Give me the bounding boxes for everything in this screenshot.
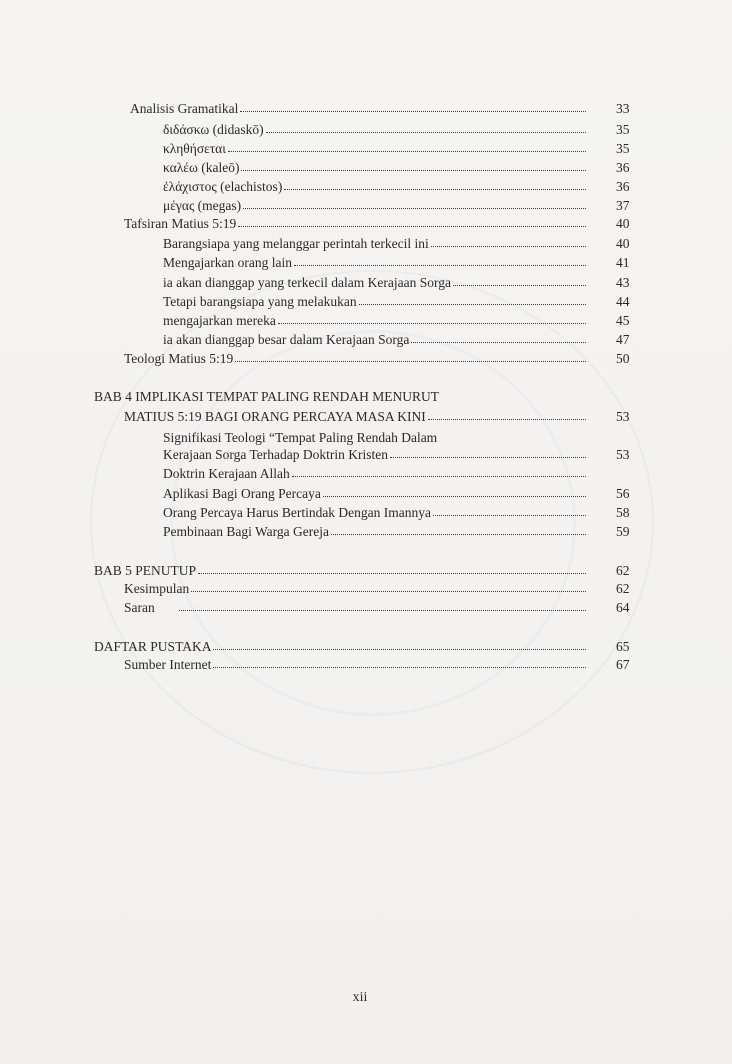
- toc-entry-label: Mengajarkan orang lain: [163, 255, 292, 270]
- toc-entry-label: Kerajaan Sorga Terhadap Doktrin Kristen: [163, 447, 388, 462]
- toc-entry-page: 36: [616, 179, 630, 194]
- toc-entry-page: 64: [616, 600, 630, 615]
- toc-entry-page: 53: [616, 447, 630, 462]
- toc-entry-label: mengajarkan mereka: [163, 313, 276, 328]
- leader-dots: [241, 159, 586, 171]
- toc-entry-page: 45: [616, 313, 630, 328]
- leader-dots: [228, 140, 586, 152]
- toc-entry-page: 62: [616, 581, 630, 596]
- toc-entry-label: Pembinaan Bagi Warga Gereja: [163, 524, 329, 539]
- toc-entry: [163, 465, 588, 483]
- toc-entry-page: 47: [616, 332, 630, 347]
- toc-entry-page: 43: [616, 275, 630, 290]
- toc-entry-page: 33: [616, 101, 630, 116]
- leader-dots: [453, 274, 586, 286]
- toc-entry: [124, 656, 588, 674]
- toc-entry: [163, 159, 588, 177]
- toc-entry: [163, 197, 588, 215]
- toc-entry-label: Doktrin Kerajaan Allah: [163, 466, 290, 481]
- toc-entry: [130, 100, 588, 118]
- toc-entry: [163, 504, 588, 522]
- toc-entry-page: 44: [616, 294, 630, 309]
- toc-entry-page: 37: [616, 198, 630, 213]
- toc-entry-label: Sumber Internet: [124, 657, 212, 672]
- toc-entry: [163, 312, 588, 330]
- toc-entry: [163, 523, 588, 541]
- toc-entry-label: κληθήσεται: [163, 141, 226, 156]
- toc-entry-page: 56: [616, 486, 630, 501]
- toc-entry-label: Saran: [124, 600, 155, 615]
- toc-entry-page: 58: [616, 505, 630, 520]
- leader-dots: [278, 312, 586, 324]
- toc-entry: [163, 485, 588, 503]
- toc-entry: [163, 331, 588, 349]
- leader-dots: [292, 465, 586, 477]
- toc-entry: [124, 350, 588, 368]
- leader-dots: [266, 121, 586, 133]
- leader-dots: [294, 254, 586, 266]
- leader-dots: [390, 446, 586, 458]
- toc-entry: [163, 178, 588, 196]
- toc-entry-label: διδάσκω (didaskō): [163, 122, 264, 137]
- leader-dots: [243, 197, 586, 209]
- toc-entry: [163, 140, 588, 158]
- toc-entry-label: Orang Percaya Harus Bertindak Dengan Imannya: [163, 505, 432, 520]
- leader-dots: [238, 215, 586, 227]
- toc-entry-label: Signifikasi Teologi “Tempat Paling Rendah Dalam: [163, 430, 438, 445]
- toc-entry: [124, 215, 588, 233]
- toc-entry: [124, 580, 588, 598]
- leader-dots: [198, 562, 586, 574]
- toc-entry-page: 50: [616, 351, 630, 366]
- chapter-heading: BAB 5 PENUTUP: [94, 563, 197, 578]
- toc-entry: [124, 599, 588, 617]
- toc-entry-page: 35: [616, 122, 630, 137]
- toc-entry-page: 67: [616, 657, 630, 672]
- toc-entry-page: 40: [616, 236, 630, 251]
- toc-entry-page: 62: [616, 563, 630, 578]
- leader-dots: [213, 656, 586, 668]
- page-number: xii: [352, 990, 368, 1005]
- toc-entry-label: ia akan dianggap yang terkecil dalam Kerajaan Sorga: [163, 275, 452, 290]
- toc-entry-page: 41: [616, 255, 630, 270]
- toc-entry: [163, 293, 588, 311]
- toc-entry-label: Tafsiran Matius 5:19: [124, 216, 237, 231]
- toc-entry-label: Analisis Gramatikal: [130, 101, 239, 116]
- toc-entry-label: μέγας (megas): [163, 198, 242, 213]
- toc-entry: [94, 562, 588, 580]
- leader-dots: [331, 523, 586, 535]
- leader-dots: [428, 408, 586, 420]
- toc-entry-page: 35: [616, 141, 630, 156]
- toc-entry-page: 53: [616, 409, 630, 424]
- toc-entry-page: 36: [616, 160, 630, 175]
- toc-entry: [163, 235, 588, 253]
- leader-dots: [411, 331, 586, 343]
- toc-entry-label: ia akan dianggap besar dalam Kerajaan Sorga: [163, 332, 410, 347]
- leader-dots: [240, 100, 586, 112]
- leader-dots: [179, 599, 586, 611]
- toc-entry: [124, 408, 588, 426]
- leader-dots: [284, 178, 586, 190]
- toc-entry-page: 40: [616, 216, 630, 231]
- leader-dots: [359, 293, 586, 305]
- leader-dots: [213, 638, 586, 650]
- leader-dots: [433, 504, 586, 516]
- toc-entry-page: 59: [616, 524, 630, 539]
- toc-entry: [94, 638, 588, 656]
- toc-entry-label: Tetapi barangsiapa yang melakukan: [163, 294, 357, 309]
- chapter-heading: BAB 4 IMPLIKASI TEMPAT PALING RENDAH MENURUT: [94, 389, 440, 404]
- toc-entry: [163, 446, 588, 464]
- toc-entry-page: 65: [616, 639, 630, 654]
- toc-entry: [163, 121, 588, 139]
- leader-dots: [235, 350, 586, 362]
- toc-entry-label: Teologi Matius 5:19: [124, 351, 234, 366]
- toc-entry-label: MATIUS 5:19 BAGI ORANG PERCAYA MASA KINI: [124, 409, 426, 424]
- toc-entry: [163, 274, 588, 292]
- toc-entry-label: Barangsiapa yang melanggar perintah terkecil ini: [163, 236, 429, 251]
- leader-dots: [431, 235, 586, 247]
- toc-entry: [163, 254, 588, 272]
- toc-entry-label: καλέω (kaleō): [163, 160, 240, 175]
- leader-dots: [191, 580, 586, 592]
- leader-dots: [323, 485, 586, 497]
- toc-entry-label: Kesimpulan: [124, 581, 190, 596]
- toc-entry-label: ἐλάχιστος (elachistos): [163, 179, 283, 194]
- chapter-heading: DAFTAR PUSTAKA: [94, 639, 212, 654]
- toc-entry-label: Aplikasi Bagi Orang Percaya: [163, 486, 321, 501]
